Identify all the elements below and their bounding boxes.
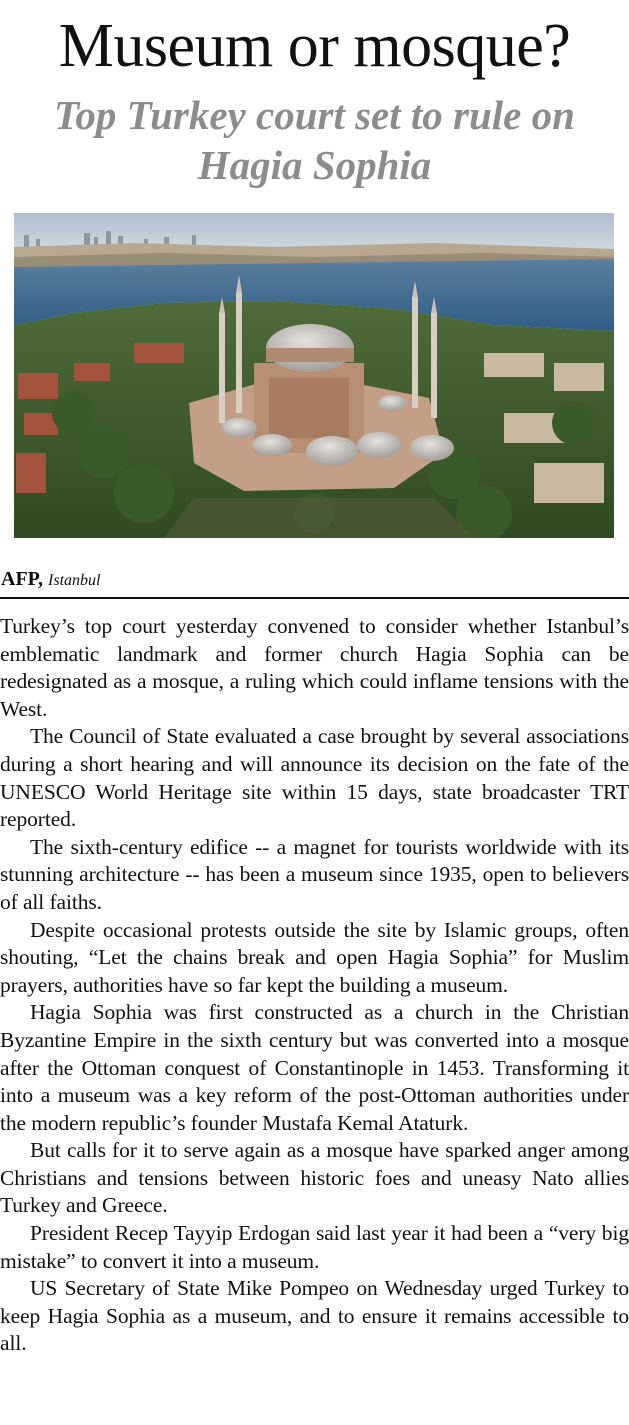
hagia-sophia-photo bbox=[14, 213, 614, 538]
article-paragraph: US Secretary of State Mike Pompeo on Wednesday urged Turkey to keep Hagia Sophia as a museum, and to ensure it remains accessible to all. bbox=[0, 1276, 629, 1356]
article-paragraph: Despite occasional protests outside the site by Islamic groups, often shouting, “Let the chains break and open Hagia Sophia” for Muslim prayers, authorities have so far kept the building a museum. bbox=[0, 917, 629, 997]
byline-agency: AFP, bbox=[1, 568, 44, 590]
article-paragraph: The Council of State evaluated a case brought by several associations during a short hearing and will announce its decision on the fate of the UNESCO World Heritage site within 15 days, state broadcaster TRT reported. bbox=[0, 724, 629, 832]
article-paragraph: But calls for it to serve again as a mosque have sparked anger among Christians and tensions between historic foes and uneasy Nato allies Turkey and Greece. bbox=[0, 1138, 629, 1218]
headline: Museum or mosque? bbox=[58, 12, 571, 80]
article-paragraph: The sixth-century edifice -- a magnet for tourists worldwide with its stunning architecture -- has been a museum since 1935, open to believers of all faiths. bbox=[0, 834, 629, 914]
byline-location: Istanbul bbox=[48, 572, 101, 589]
article-body bbox=[0, 613, 629, 1358]
article-paragraph: Turkey’s top court yesterday convened to consider whether Istanbul’s emblematic landmark and former church Hagia Sophia can be redesignated as a mosque, a ruling which could inflame tensions with the West. bbox=[0, 614, 629, 721]
article-paragraph: President Recep Tayyip Erdogan said last year it had been a “very big mistake” to convert it into a museum. bbox=[0, 1221, 629, 1273]
article-paragraph: Hagia Sophia was first constructed as a church in the Christian Byzantine Empire in the sixth century but was converted into a mosque after the Ottoman conquest of Constantinople in 1453. Transforming it into a museum was a key reform of the post-Ottoman authorities under the modern republic’s founder Mustafa Kemal Ataturk. bbox=[0, 1000, 629, 1135]
subheadline: Top Turkey court set to rule on Hagia Sophia bbox=[54, 92, 575, 188]
byline-divider bbox=[0, 597, 629, 599]
aerial-photo-illustration bbox=[14, 213, 614, 538]
byline bbox=[1, 566, 101, 594]
